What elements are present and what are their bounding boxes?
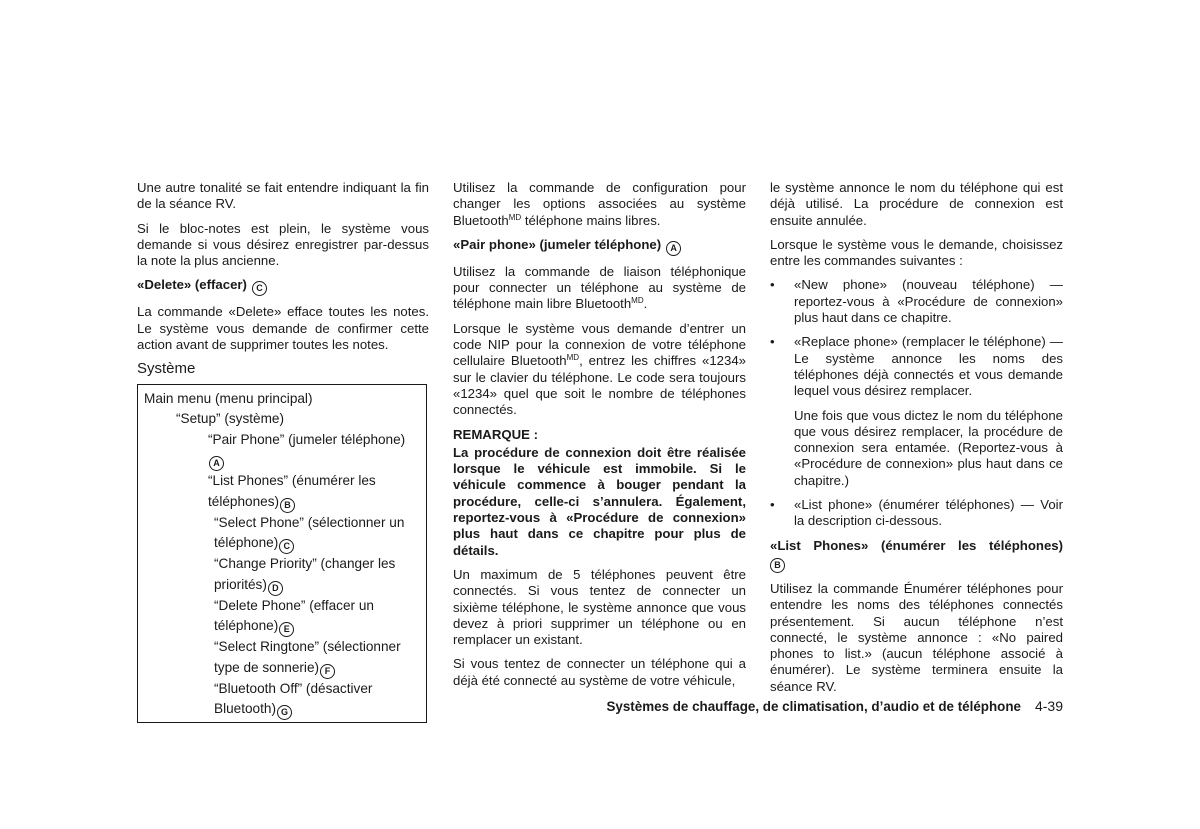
column-3 [770, 180, 1063, 703]
remarque-label: REMARQUE : [453, 426, 538, 442]
paragraph: le système annonce le nom du téléphone qui est déjà utilisé. La procédure de connexion est ensuite annulée. [770, 180, 1063, 228]
menu-item-change-priority [144, 554, 420, 596]
paragraph: Un maximum de 5 téléphones peuvent être connectés. Si vous tentez de connecter un sixième téléphone, le système annonce que vous devez à priori supprimer un téléphone ou en remplacer un existant. [453, 566, 746, 648]
heading-text: «Delete» (effacer) [137, 277, 247, 293]
menu-item-select-phone [144, 513, 420, 555]
menu-item-delete-phone [144, 596, 420, 638]
paragraph: Si vous tentez de connecter un téléphone qui a déjà été connecté au système de votre véhicule, [453, 656, 746, 688]
paragraph [453, 321, 746, 419]
menu-item-label: “Select Ringtone” (sélectionner [214, 639, 401, 655]
menu-item-label: “Select Phone” (sélectionner un [214, 514, 405, 530]
badge-a-icon: A [209, 456, 224, 471]
paragraph: Lorsque le système vous le demande, choisissez entre les commandes suivantes : [770, 236, 1063, 269]
menu-item-label: “Pair Phone” (jumeler téléphone) [208, 431, 406, 447]
menu-item-pair-phone [144, 430, 420, 472]
paragraph [453, 180, 746, 229]
menu-main: Main menu (menu principal) [144, 390, 313, 406]
column-2 [453, 180, 746, 697]
heading-text: «Pair phone» (jumeler téléphone) [453, 236, 662, 252]
superscript: MD [508, 212, 522, 222]
bullet-item: • «Replace phone» (remplacer le téléphone) — Le système annonce les noms des téléphones déjà connectés et vous demande lequel vous désirez remplacer. [770, 334, 1063, 399]
bullet-item: • «New phone» (nouveau téléphone) — reportez-vous à «Procédure de connexion» plus haut dans ce chapitre. [770, 277, 1063, 326]
menu-item-label: “Change Priority” (changer les [214, 556, 396, 572]
text: , entrez les chiffres «1234» sur le clavier du téléphone. Le code sera toujours «1234» quel que soit le nombre de téléphones connectés. [453, 353, 746, 418]
section-title: Système [137, 360, 196, 378]
badge-g-icon: G [277, 705, 292, 720]
menu-item-label: “Bluetooth Off” (désactiver [214, 680, 373, 696]
remarque-text: La procédure de connexion doit être réalisée lorsque le véhicule est immobile. Si le véhicule commence à bouger pendant la procédure, celle-ci s’annulera. Également, reportez-vous à «Procédure de connexion» plus haut dans ce chapitre pour plus de détails. [453, 444, 746, 558]
paragraph: Utilisez la commande Énumérer téléphones pour entendre les noms des téléphones connectés présentement. Si aucun téléphone n’est connecté, le système annonce : «No paired phones to list.» (aucun téléphone associé à énumérer). Le système terminera ensuite la séance RV. [770, 580, 1063, 694]
badge-c-icon: C [252, 281, 267, 296]
paragraph: Une autre tonalité se fait entendre indiquant la fin de la séance RV. [137, 180, 429, 212]
menu-tree-box [137, 384, 427, 724]
menu-item-label-cont: Bluetooth) [214, 701, 276, 717]
menu-item-label: “Delete Phone” (effacer un [214, 597, 374, 613]
text: . [643, 296, 648, 312]
menu-item-label-cont: téléphone) [214, 535, 279, 551]
chapter-title: Systèmes de chauffage, de climatisation, d’audio et de téléphone [606, 699, 1021, 714]
bullet-item: • «List phone» (énumérer téléphones) — Voir la description ci-dessous. [770, 497, 1063, 530]
menu-setup: “Setup” (système) [176, 411, 285, 427]
heading-text: «List Phones» (énumérer les téléphones) [770, 537, 1063, 553]
badge-d-icon: D [268, 581, 283, 596]
list-phones-heading [770, 538, 1063, 573]
paragraph [453, 264, 746, 313]
badge-b-icon: B [280, 498, 295, 513]
badge-a-icon: A [666, 241, 681, 256]
menu-item-label-cont: téléphones) [208, 493, 280, 509]
menu-item-bluetooth-off [144, 679, 420, 721]
pair-phone-heading [453, 237, 746, 256]
text: Utilisez la commande de liaison téléphonique pour connecter un téléphone au système de téléphone main libre Bluetooth [453, 263, 746, 312]
column-1 [137, 180, 429, 723]
menu-item-label-cont: type de sonnerie) [214, 659, 320, 675]
menu-item-label: “List Phones” (énumérer les [208, 473, 376, 489]
delete-heading [137, 277, 429, 296]
badge-e-icon: E [279, 622, 294, 637]
menu-item-list-phones [144, 471, 420, 513]
paragraph: La commande «Delete» efface toutes les notes. Le système vous demande de confirmer cette action avant de supprimer toutes les notes. [137, 304, 429, 353]
paragraph: Si le bloc-notes est plein, le système vous demande si vous désirez enregistrer par-dessus la note la plus ancienne. [137, 220, 429, 269]
badge-f-icon: F [320, 664, 335, 679]
page-footer [560, 698, 1063, 715]
menu-item-select-ringtone [144, 637, 420, 679]
badge-c-icon: C [279, 539, 294, 554]
menu-item-label-cont: priorités) [214, 576, 267, 592]
page-number: 4-39 [1034, 698, 1063, 714]
superscript: MD [566, 353, 580, 363]
menu-item-label-cont: téléphone) [214, 618, 279, 634]
text: téléphone mains libres. [521, 212, 661, 228]
text: Lorsque le système vous demande d’entrer un code NIP pour la connexion de votre téléphone cellulaire Bluetooth [453, 320, 746, 369]
text: Utilisez la commande de configuration pour changer les options associées au système Bluetooth [453, 180, 746, 228]
superscript: MD [631, 296, 644, 306]
bullet-subparagraph: Une fois que vous dictez le nom du téléphone que vous désirez remplacer, la procédure de connexion sera entamée. (Reportez-vous à «Procédure de connexion» plus haut dans ce chapitre.) [794, 407, 1063, 488]
badge-b-icon: B [770, 558, 785, 573]
